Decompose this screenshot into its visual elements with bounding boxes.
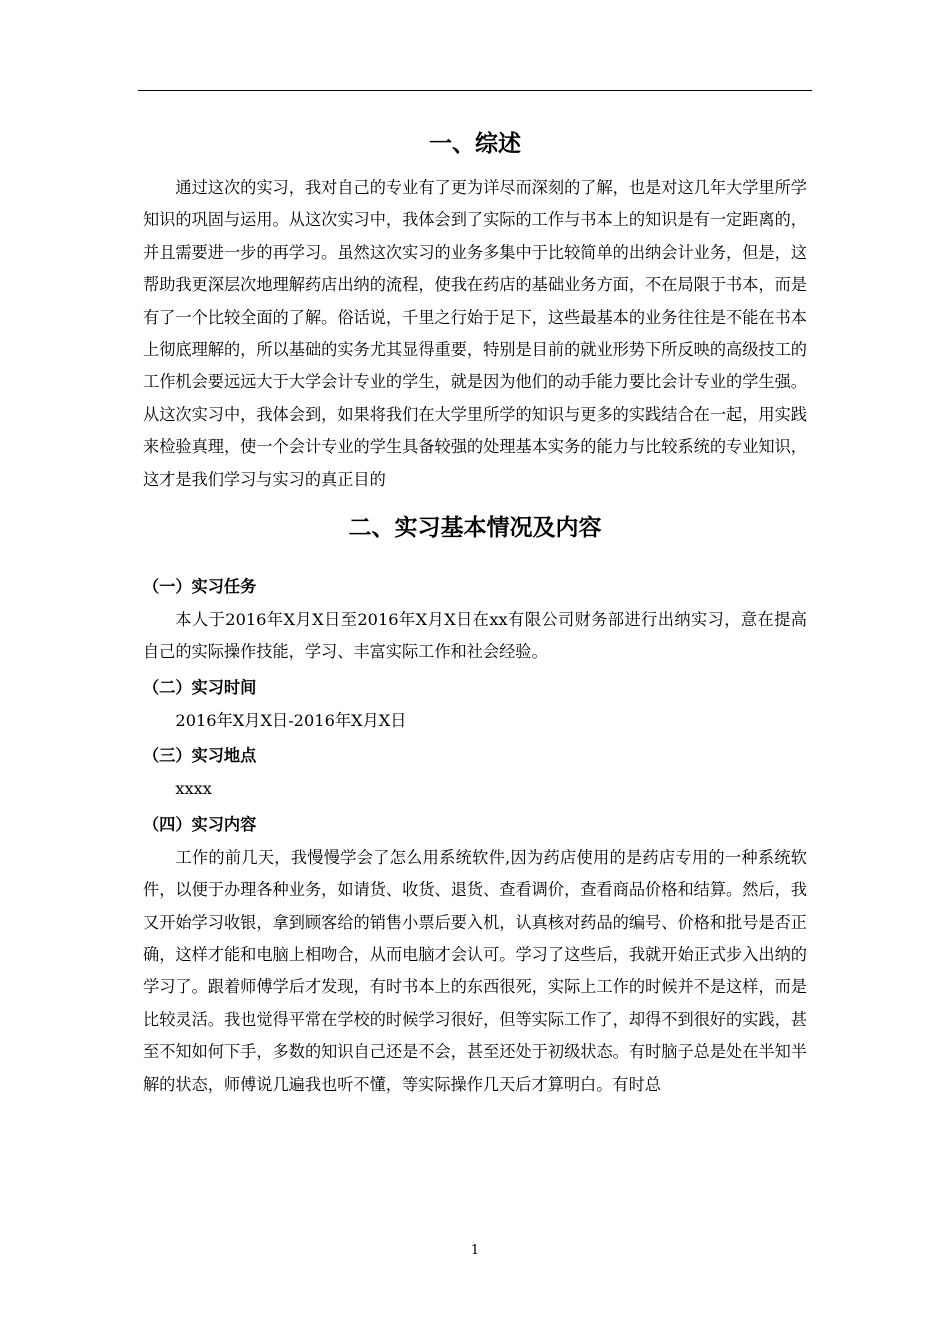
subheading-task: （一）实习任务 [143, 577, 257, 597]
content-paragraph: 工作的前几天，我慢慢学会了怎么用系统软件,因为药店使用的是药店专用的一种系统软件，以便于办理各种业务，如请货、收货、退货、查看调价，查看商品价格和结算。然后，我又开始学习收银，拿到顾客给的销售小票后要入机，认真核对药品的编号、价格和批号是否正确，这样才能和电脑上相吻合，从而电脑才会认可。学习了这些后，我就开始正式步入出纳的学习了。跟着师傅学后才发现，有时书本上的东西很死，实际上工作的时候并不是这样，而是比较灵活。我也觉得平常在学校的时候学习很好，但等实际工作了，却得不到很好的实践，甚至不知如何下手，多数的知识自己还是不会，甚至还处于初级状态。有时脑子总是处在半知半解的状态，师傅说几遍我也听不懂，等实际操作几天后才算明白。有时总 [143, 847, 807, 1094]
section-title-internship: 二、实习基本情况及内容 [348, 515, 602, 542]
header-rule [138, 90, 812, 91]
place-paragraph: xxxx [175, 779, 212, 799]
page-number: 1 [470, 1243, 480, 1258]
time-paragraph: 2016年X月X日-2016年X月X日 [175, 710, 407, 730]
subheading-place: （三）实习地点 [143, 746, 257, 766]
overview-paragraph: 通过这次的实习，我对自己的专业有了更为详尽而深刻的了解，也是对这几年大学里所学知识的巩固与运用。从这次实习中，我体会到了实际的工作与书本上的知识是有一定距离的，并且需要进一步的再学习。虽然这次实习的业务多集中于比较简单的出纳会计业务，但是，这帮助我更深层次地理解药店出纳的流程，使我在药店的基础业务方面，不在局限于书本，而是有了一个比较全面的了解。俗话说，千里之行始于足下，这些最基本的业务往往是不能在书本上彻底理解的，所以基础的实务尤其显得重要，特别是目前的就业形势下所反映的高级技工的工作机会要远远大于大学会计专业的学生，就是因为他们的动手能力要比会计专业的学生强。从这次实习中，我体会到，如果将我们在大学里所学的知识与更多的实践结合在一起，用实践来检验真理，使一个会计专业的学生具备较强的处理基本实务的能力与比较系统的专业知识，这才是我们学习与实习的真正目的 [143, 178, 807, 489]
page-content [143, 122, 807, 1101]
subheading-time: （二）实习时间 [143, 677, 257, 697]
section-title-overview: 一、综述 [429, 131, 521, 157]
task-paragraph: 本人于2016年X月X日至2016年X月X日在xx有限公司财务部进行出纳实习，意在提高自己的实际操作技能，学习、丰富实际工作和社会经验。 [143, 610, 807, 662]
subheading-content: （四）实习内容 [143, 814, 257, 834]
